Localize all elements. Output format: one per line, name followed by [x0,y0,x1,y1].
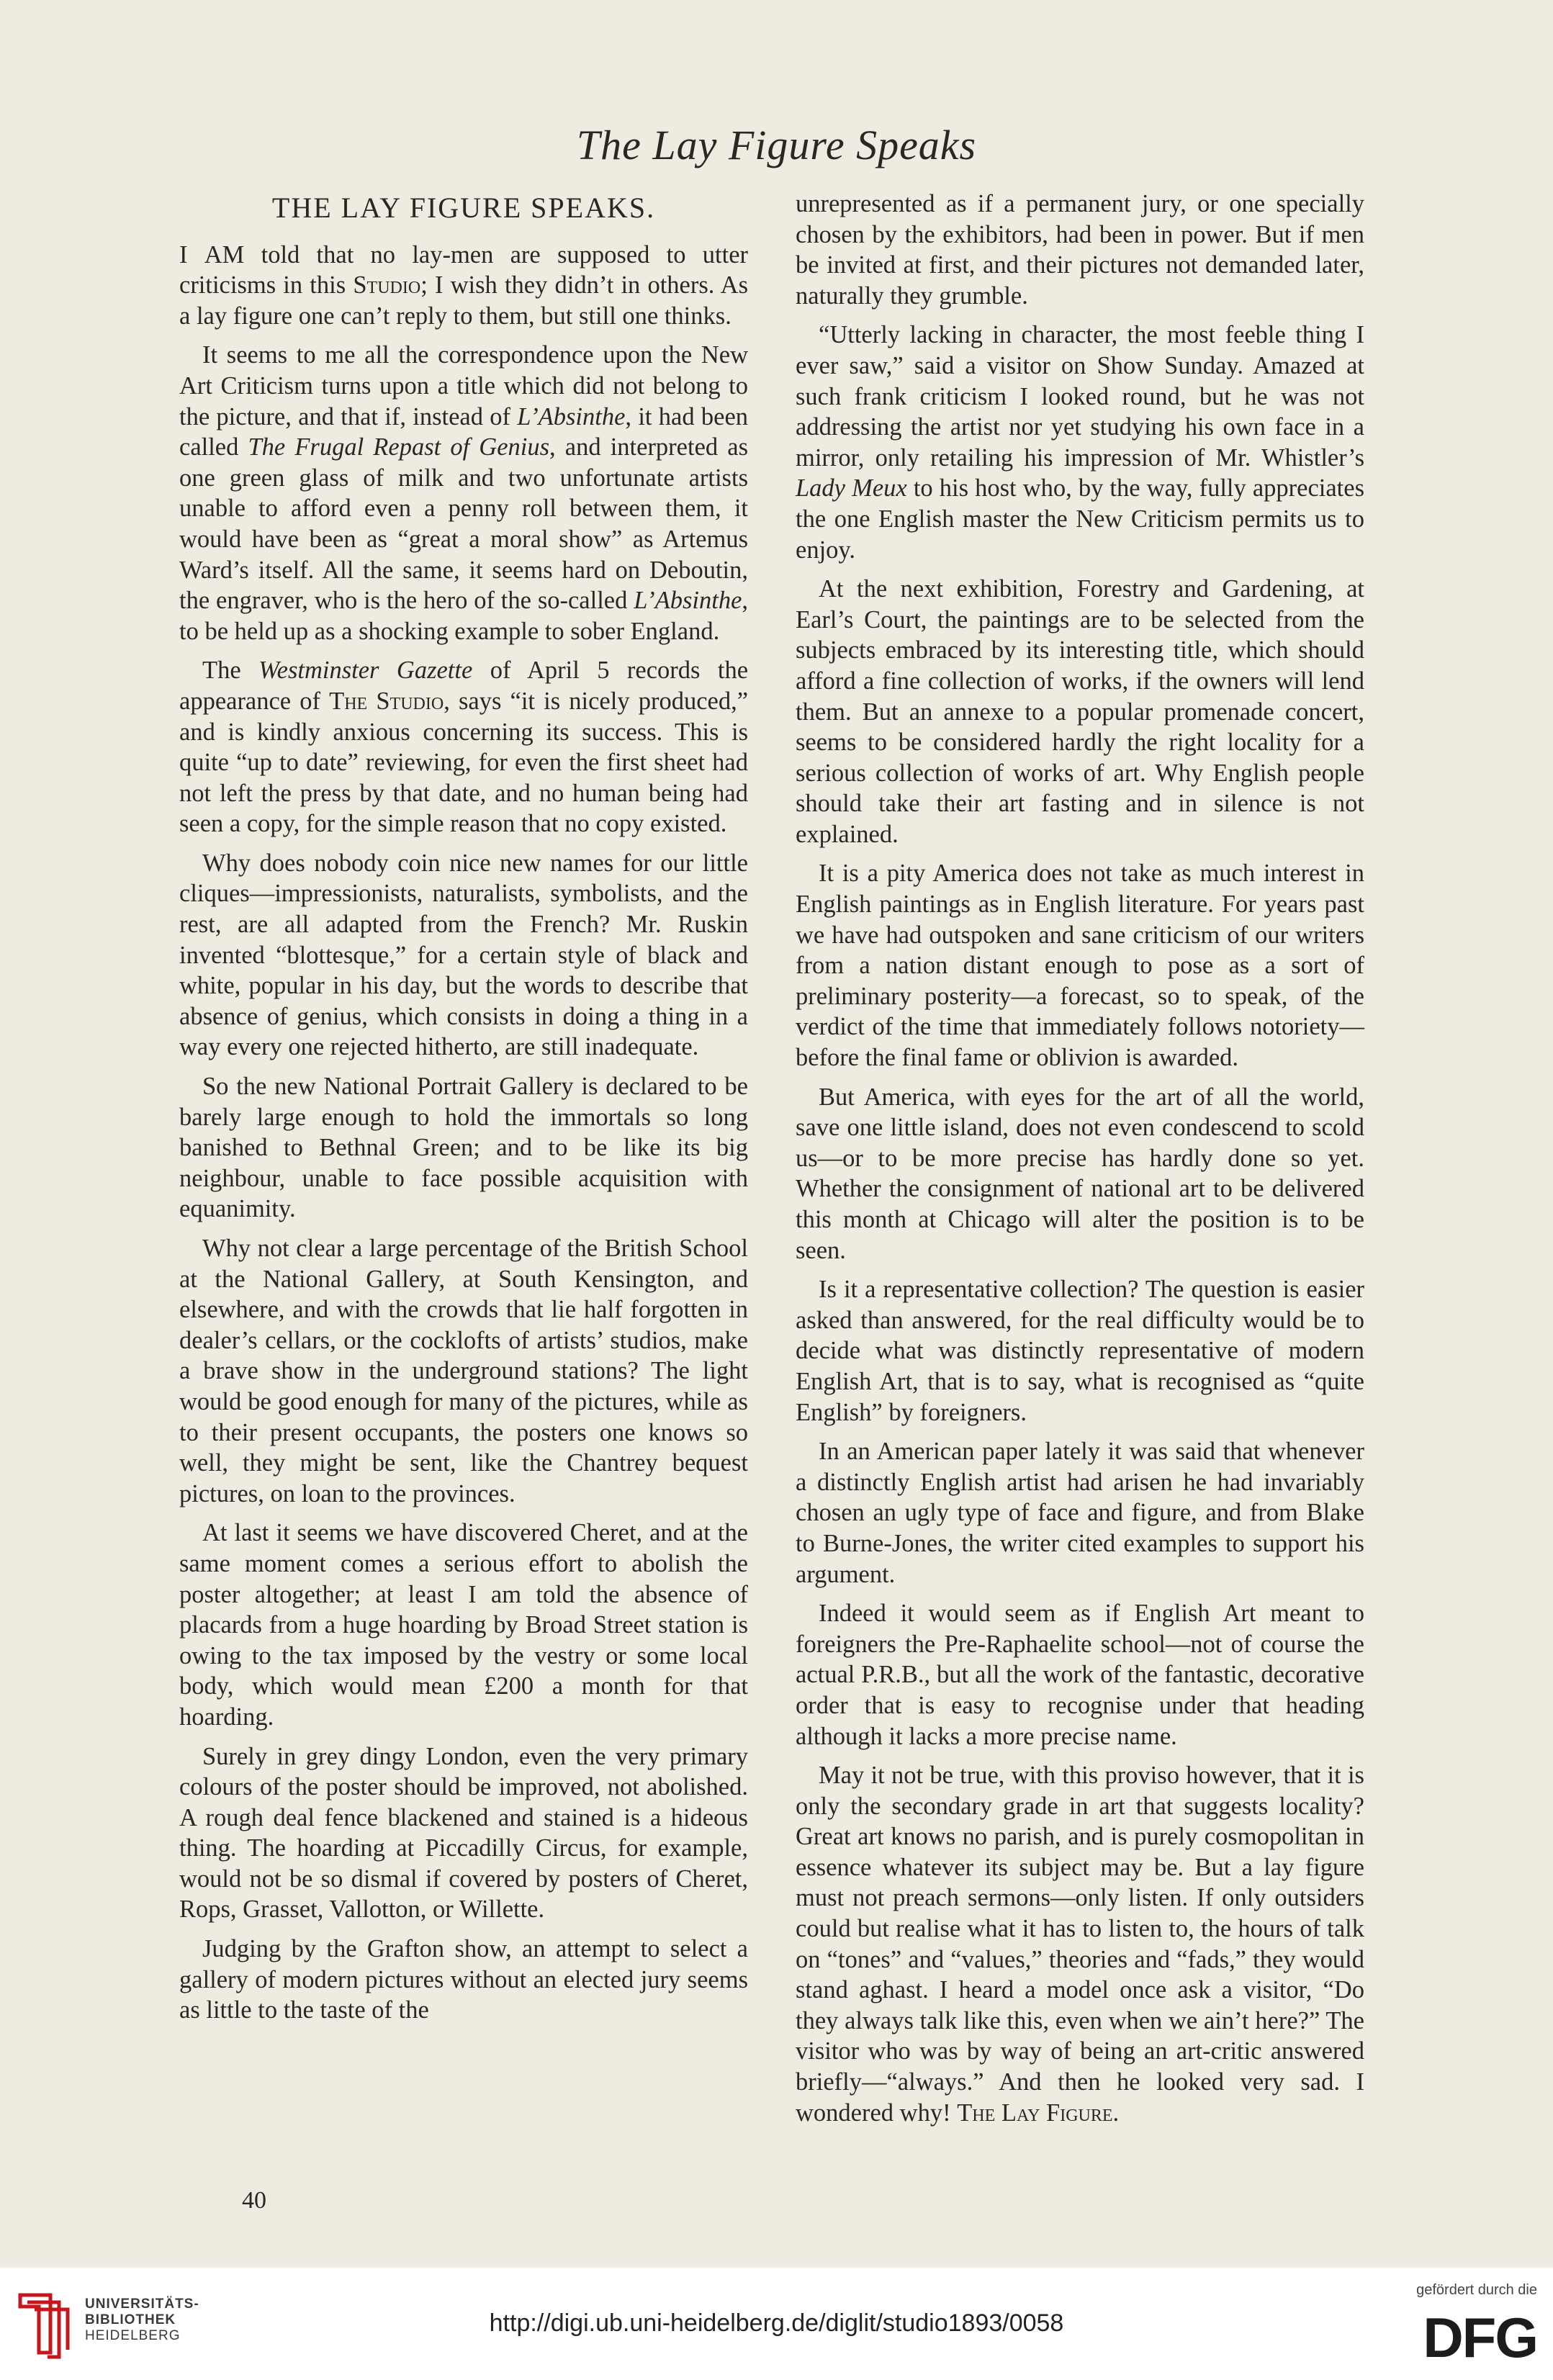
text-run: , to be held up as a shocking example to sober England. [179,587,749,645]
right-column [796,189,1364,2137]
article-title: THE LAY FIGURE SPEAKS. [271,191,656,224]
italic-title: L’Absinthe [517,402,626,431]
dfg-logo-icon: DFG [1423,2306,1537,2369]
paragraph [179,655,748,839]
paragraph: So the new National Portrait Gallery is declared to be barely large enough to hold the immortals so long banished to Bethnal Green; and to be like its big neighbour, unable to face possible acquisition with equanimity. [179,1073,748,1223]
text-run: , and interpreted as one green glass of milk and two unfortunate artists unable to afford even a penny roll between them, it would have been as “great a moral show” as Artemus Ward’s itself. All the same, it seems hard on Deboutin, the engraver, who is the hero of the so-called [179,433,748,615]
magazine-name: The Studio [329,687,444,715]
paragraph: Why does nobody coin nice new names for our little cliques—impressionists, naturalists, symbolists, and the rest, are all adapted from the French? Mr. Ruskin invented “blottesque,” for a certain style of black and white, popular in his day, but the words to describe that absence of genius, which consists in doing a thing in a way every one rejected hitherto, are still inadequate. [179,849,748,1061]
text-run: “Utterly lacking in character, the most feeble thing I ever saw,” said a visitor on Show Sunday. Amazed at such frank criticism I looked round, but he was not addressing the artist nor yet studying his own face in a mirror, only retailing his impression of Mr. Whistler’s [796,321,1364,472]
paragraph [179,340,748,646]
paragraph [796,1760,1364,2128]
page-number: 40 [242,2187,266,2214]
text-run: ; I wish they didn’t in others. As a lay figure one can’t reply to them, but still one thinks. [179,271,749,330]
running-head: The Lay Figure Speaks [576,122,977,168]
funder-caption: gefördert durch die [1416,2282,1537,2298]
text-run: May it not be true, with this proviso however, that it is only the secondary grade in art that suggests locality? Great art knows no parish, and is purely cosmopolitan in essence whatever its subject may be. But a lay figure must not preach sermons—only listen. If only outsiders could but realise what it has to listen to, the hours of talk on “tones” and “values,” theories and “fads,” they would stand aghast. I heard a model once ask a visitor, “Do they always talk like this, even when we ain’t here?” The visitor who was by way of being an art-critic answered briefly—“always.” And then he looked very sad. I wondered why! [796,1762,1364,2127]
italic-title: Lady Meux [796,474,907,502]
permalink-url[interactable]: http://digi.ub.uni-heidelberg.de/diglit/studio1893/0058 [489,2309,1064,2337]
text-run: It seems to me all the correspondence upon the New Art Criticism turns upon a title which did not belong to the picture, and that if, instead of [179,341,748,431]
paragraph: In an American paper lately it was said that whenever a distinctly English artist had arisen he had invariably chosen an ugly type of face and figure, and from Blake to Burne-Jones, the writer cited examples to support his argument. [796,1438,1364,1588]
library-line: BIBLIOTHEK [85,2312,176,2327]
paragraph: At last it seems we have discovered Cheret, and at the same moment comes a serious effort to abolish the poster altogether; at least I am told the absence of placards from a huge hoarding by Broad Street station is owing to the tax imposed by the vestry or some local body, which would mean £200 a month for that hoarding. [179,1519,748,1731]
paragraph: Surely in grey dingy London, even the very primary colours of the poster should be improved, not abolished. A rough deal fence blackened and stained is a hideous thing. The hoarding at Piccadilly Circus, for example, would not be so dismal if covered by posters of Cheret, Rops, Grasset, Vallotton, or Willette. [179,1742,748,1924]
library-footer [0,2268,1553,2380]
italic-title: L’Absinthe [634,587,742,615]
paragraph: Is it a representative collection? The question is easier asked than answered, for the real difficulty would be to decide what was distinctly representative of modern English Art, that is to say, what is recognised as “quite English” by foreigners. [796,1276,1364,1426]
paragraph: Indeed it would seem as if English Art meant to foreigners the Pre-Raphaelite school—not of course the actual P.R.B., but all the work of the fantastic, decorative order that is easy to recognise under that heading although it lacks a more precise name. [796,1600,1364,1750]
text-run: told that no lay-men are supposed to utter criticisms in this [179,240,748,299]
text-run: , it had been called [179,402,749,461]
paragraph: But America, with eyes for the art of all the world, save one little island, does not even condescend to scold us—or to be more precise has hardly done so yet. Whether the consignment of national art to be delivered this month at Chicago will alter the position is to be seen. [796,1083,1364,1264]
paragraph: Why not clear a large percentage of the British School at the National Gallery, at South Kensington, and elsewhere, and with the crowds that lie half forgotten in dealer’s cellars, or the cocklofts of artists’ studios, make a brave show in the underground stations? The light would be good enough for many of the pictures, while as to their present occupants, the posters one knows so well, they might be sent, like the Chantrey bequest pictures, on loan to the provinces. [179,1235,748,1507]
paragraph: At the next exhibition, Forestry and Gardening, at Earl’s Court, the paintings are to be selected from the subjects embraced by its interesting title, which should afford a fine collection of works, if the owners will lend them. But an annexe to a popular promenade concert, seems to be considered hardly the right locality for a serious collection of works of art. Why English people should take their art fasting and in silence is not explained. [796,575,1364,848]
magazine-name: Studio [353,271,421,299]
text-run: of April 5 records the appearance of [179,657,749,715]
text-run: , says “it is nicely produced,” and is kindly anxious concerning its success. This is quite “up to date” reviewing, for even the first sheet had not left the press by that date, and no human being had seen a copy, for the simple reason that no copy existed. [179,687,749,838]
text-run: to his host who, by the way, fully appreciates the one English master the New Criticism permits us to enjoy. [796,474,1365,564]
left-column [179,189,748,2034]
italic-title: Westminster Gazette [258,657,473,685]
paragraph: It is a pity America does not take as much interest in English paintings as in English literature. For years past we have had outspoken and sane criticism of our writers from a nation distant enough to pose as a sort of preliminary posterity—a forecast, so to speak, of the verdict of the time that immediately follows notoriety—before the final fame or oblivion is awarded. [796,860,1364,1072]
paragraph: Judging by the Grafton show, an attempt to select a gallery of modern pictures without an elected jury seems as little to the taste of the [179,1935,748,2024]
library-line: HEIDELBERG [85,2328,181,2343]
author-signature: The Lay Figure. [957,2099,1120,2127]
paragraph: unrepresented as if a permanent jury, or one specially chosen by the exhibitors, had been in power. But if men be invited at first, and their pictures not demanded later, naturally they grumble. [796,190,1364,310]
paragraph: I AM told that no lay-men are supposed to utter criticisms in this Studio; I wish they didn’t in others. As a lay figure one can’t reply to them, but still one thinks. [179,240,749,330]
text-run: The [202,657,241,685]
paragraph [796,320,1364,565]
italic-title: The Frugal Repast of Genius [248,433,550,461]
small-caps-word: AM [204,240,245,269]
library-line: UNIVERSITÄTS- [85,2296,199,2312]
